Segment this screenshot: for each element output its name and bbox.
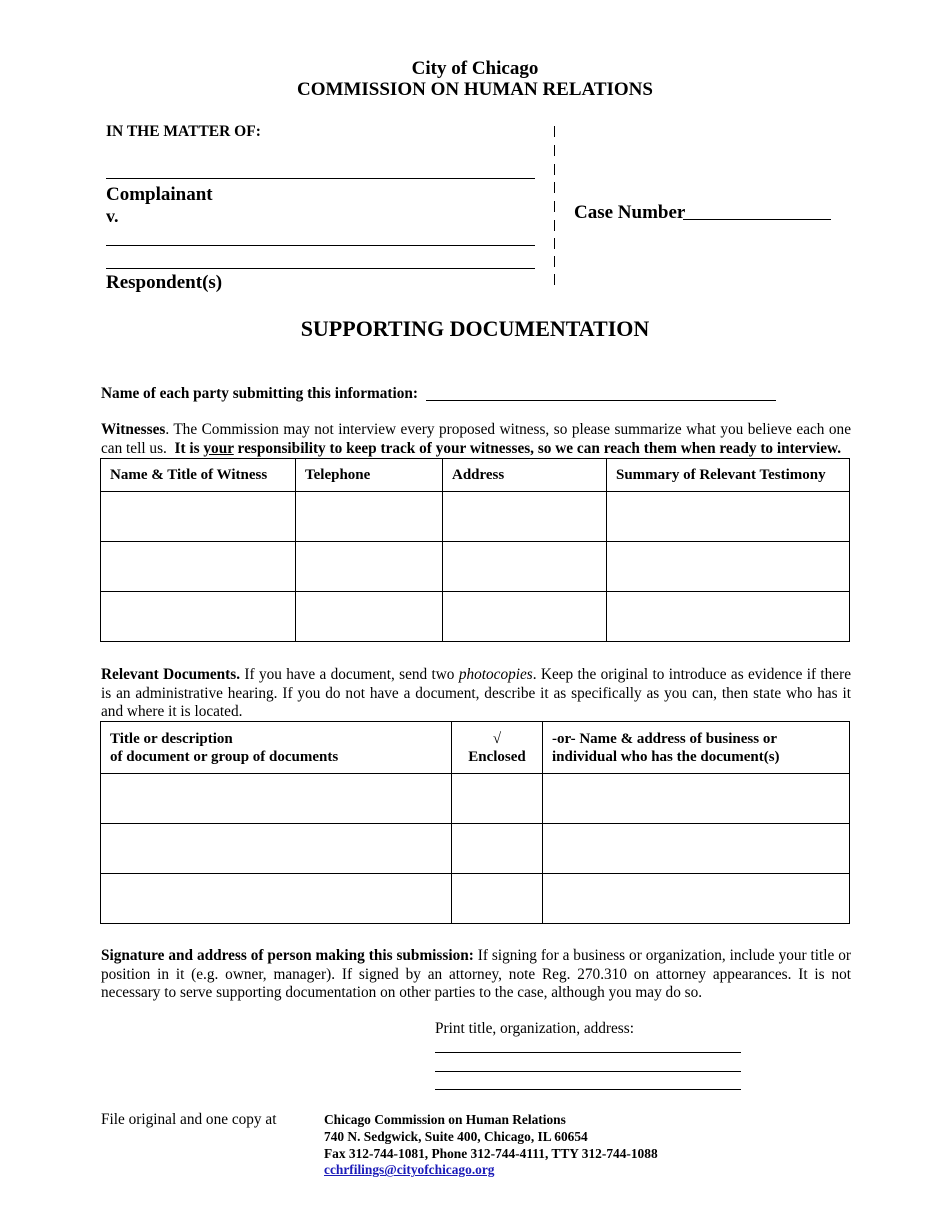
- party-name-label: Name of each party submitting this information:: [101, 385, 418, 402]
- document-title-cell[interactable]: [101, 874, 452, 924]
- document-enclosed-cell[interactable]: [452, 874, 543, 924]
- documents-text-1: If you have a document, send two: [240, 666, 459, 683]
- filing-street-address: 740 N. Sedgwick, Suite 400, Chicago, IL 60654: [324, 1128, 588, 1144]
- versus-label: v.: [106, 206, 119, 226]
- witness-address-cell[interactable]: [443, 542, 607, 592]
- document-holder-cell[interactable]: [543, 774, 850, 824]
- witness-name-cell[interactable]: [101, 542, 296, 592]
- table-row: [101, 774, 850, 824]
- col-enclosed: √ Enclosed: [452, 722, 543, 774]
- print-title-label: Print title, organization, address:: [435, 1020, 634, 1037]
- form-title: SUPPORTING DOCUMENTATION: [300, 316, 650, 341]
- check-mark-icon: √: [492, 730, 502, 747]
- witness-name-cell[interactable]: [101, 492, 296, 542]
- document-holder-cell[interactable]: [543, 824, 850, 874]
- table-row: [101, 592, 850, 642]
- documents-italic: photocopies: [458, 666, 533, 683]
- col-telephone: Telephone: [296, 459, 443, 492]
- commission-title: COMMISSION ON HUMAN RELATIONS: [297, 79, 653, 100]
- witness-address-cell[interactable]: [443, 492, 607, 542]
- filing-contact-numbers: Fax 312-744-1081, Phone 312-744-4111, TTY 312-744-1088: [324, 1145, 658, 1161]
- filing-email-link[interactable]: cchrfilings@cityofchicago.org: [324, 1162, 495, 1178]
- witness-telephone-cell[interactable]: [296, 592, 443, 642]
- document-enclosed-cell[interactable]: [452, 824, 543, 874]
- table-row: [101, 824, 850, 874]
- signature-line-1[interactable]: [435, 1052, 741, 1053]
- document-enclosed-cell[interactable]: [452, 774, 543, 824]
- file-original-label: File original and one copy at: [101, 1111, 277, 1128]
- table-row: [101, 542, 850, 592]
- documents-table: [100, 721, 850, 924]
- case-number-line[interactable]: [683, 219, 831, 220]
- witness-telephone-cell[interactable]: [296, 542, 443, 592]
- signature-lead: Signature and address of person making this submission:: [101, 947, 474, 964]
- col-summary: Summary of Relevant Testimony: [607, 459, 850, 492]
- witnesses-instructions: [101, 421, 851, 458]
- documents-instructions: [101, 666, 851, 722]
- documents-table-header: [101, 722, 850, 774]
- complainant-name-line[interactable]: [106, 178, 535, 179]
- col-title-description: Title or description of document or group of documents: [101, 722, 452, 774]
- witnesses-responsibility: It is your responsibility to keep track of your witnesses, so we can reach them when ready to interview.: [174, 439, 842, 457]
- witnesses-lead: Witnesses: [101, 421, 166, 438]
- documents-lead: Relevant Documents.: [101, 666, 241, 683]
- complainant-label: Complainant: [106, 184, 213, 205]
- witness-table: [100, 458, 850, 642]
- col-business-individual: -or- Name & address of business or individual who has the document(s): [543, 722, 850, 774]
- col-address: Address: [443, 459, 607, 492]
- table-row: [101, 492, 850, 542]
- witnesses-text: . The Commission may not interview every proposed witness, so please summarize what you believe each one can tell us.: [101, 421, 851, 457]
- respondent-name-line-1[interactable]: [106, 245, 535, 246]
- witness-name-cell[interactable]: [101, 592, 296, 642]
- witness-summary-cell[interactable]: [607, 492, 850, 542]
- witness-summary-cell[interactable]: [607, 592, 850, 642]
- filing-org: Chicago Commission on Human Relations: [324, 1112, 566, 1127]
- witness-address-cell[interactable]: [443, 592, 607, 642]
- party-name-line[interactable]: [426, 400, 776, 401]
- signature-line-3[interactable]: [435, 1089, 741, 1090]
- col-name-title: Name & Title of Witness: [101, 459, 296, 492]
- case-number-label: Case Number: [574, 202, 686, 223]
- respondent-name-line-2[interactable]: [106, 268, 535, 269]
- witness-telephone-cell[interactable]: [296, 492, 443, 542]
- documents-text-2: . Keep the original to introduce as evidence if there is an administrative hearing. If you do not have a document, describe it as specifically as you can, then state who has it and where it is located.: [101, 666, 851, 720]
- respondents-label: Respondent(s): [106, 272, 223, 293]
- in-the-matter-of-label: IN THE MATTER OF:: [106, 123, 261, 140]
- document-title-cell[interactable]: [101, 824, 452, 874]
- witness-summary-cell[interactable]: [607, 542, 850, 592]
- signature-text: If signing for a business or organization, include your title or position in it (e.g. owner, manager). If signed by an attorney, note Reg. 270.310 on attorney appearances. It is not necessary to serve supporting documentation on other parties to the case, although you may do so.: [101, 947, 851, 1001]
- document-holder-cell[interactable]: [543, 874, 850, 924]
- table-row: [101, 874, 850, 924]
- city-title: City of Chicago: [411, 58, 539, 79]
- signature-instructions: [101, 947, 851, 1003]
- signature-line-2[interactable]: [435, 1071, 741, 1072]
- filing-address-block: [324, 1112, 658, 1179]
- witness-table-header: [101, 459, 850, 492]
- document-title-cell[interactable]: [101, 774, 452, 824]
